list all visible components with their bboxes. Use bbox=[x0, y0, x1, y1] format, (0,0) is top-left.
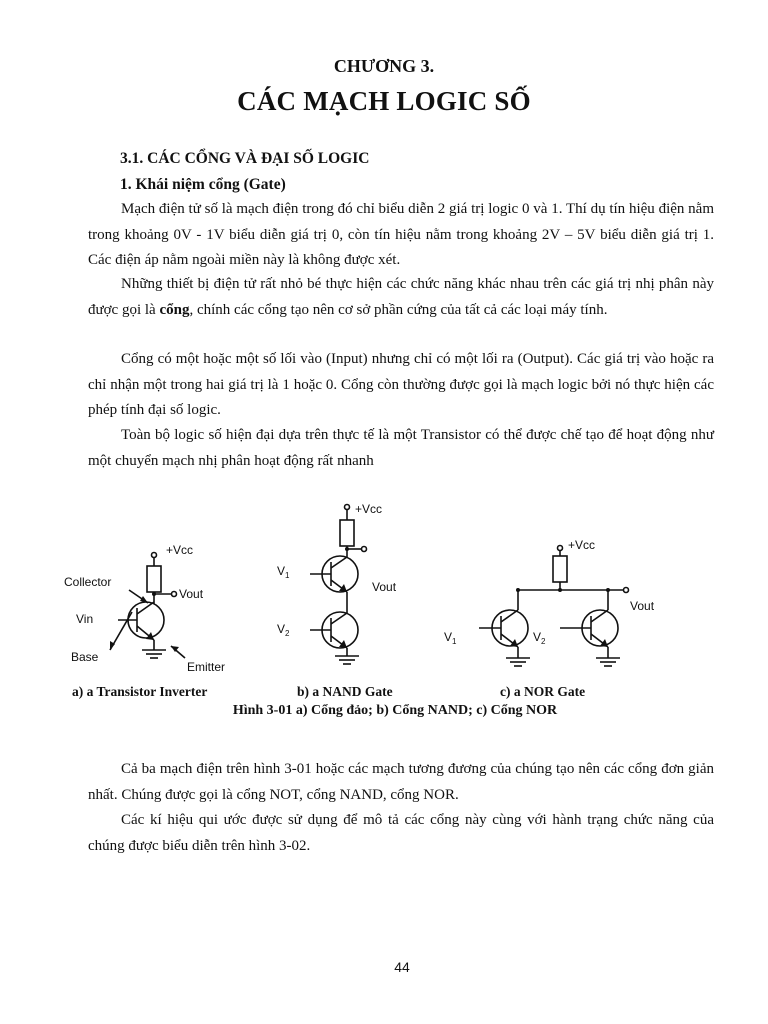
vin-label: Vin bbox=[76, 612, 94, 626]
v1-subscript-b: 1 bbox=[285, 571, 290, 580]
paragraph-6: Các kí hiệu qui ước được sử dụng để mô tả các cổng này cùng với hành trạng chức năng của chúng được biểu diễn trên hình 3-02. bbox=[88, 812, 714, 854]
vout-label-c: Vout bbox=[630, 599, 655, 613]
v2-label-b bbox=[277, 622, 290, 638]
v2-label-c bbox=[533, 630, 546, 646]
base-label: Base bbox=[71, 650, 99, 664]
transistor-circuits-figure bbox=[40, 490, 680, 690]
page-number: 44 bbox=[394, 959, 410, 975]
v1-label-b bbox=[277, 564, 290, 580]
v2-subscript-c: 2 bbox=[541, 637, 546, 646]
paragraph-1: Mạch điện tử số là mạch điện trong đó chỉ biểu diễn 2 giá trị logic 0 và 1. Thí dụ tín hiệu điện nằm trong khoảng 0V - 1V biểu diễn giá trị 0, còn tín hiệu nằm trong khoảng 2V – 5V biểu diễn giá trị 1. Các điện áp nằm ngoài miền này là không được xét. bbox=[88, 201, 714, 268]
v2-letter-c: V bbox=[533, 630, 542, 644]
v1-label-c bbox=[444, 630, 457, 646]
vout-label-a: Vout bbox=[179, 587, 204, 601]
vcc-label-a: +Vcc bbox=[166, 543, 194, 557]
nand-circuit bbox=[310, 505, 367, 665]
figure-caption: Hình 3-01 a) Cổng đảo; b) Cổng NAND; c) Cổng NOR bbox=[232, 703, 558, 718]
subsection-heading: 1. Khái niệm cổng (Gate) bbox=[120, 176, 286, 193]
chapter-label: CHƯƠNG 3. bbox=[333, 56, 435, 76]
v2-letter-b: V bbox=[277, 622, 286, 636]
vcc-label-c: +Vcc bbox=[568, 538, 596, 552]
caption-nor: c) a NOR Gate bbox=[500, 684, 586, 699]
v1-letter-c: V bbox=[444, 630, 453, 644]
paragraph-5: Cả ba mạch điện trên hình 3-01 hoặc các mạch tương đương của chúng tạo nên các cổng đơn giản nhất. Chúng được gọi là cổng NOT, cổng NAND, cổng NOR. bbox=[88, 761, 714, 803]
vcc-label-b: +Vcc bbox=[355, 502, 383, 516]
collector-label: Collector bbox=[64, 575, 112, 589]
chapter-title: CÁC MẠCH LOGIC SỐ bbox=[237, 86, 531, 116]
paragraph-2-text-b: , chính các cổng tạo nên cơ sở phần cứng của tất cả các loại máy tính. bbox=[189, 301, 608, 318]
v2-subscript-b: 2 bbox=[285, 629, 290, 638]
nor-circuit bbox=[479, 546, 629, 667]
vout-label-b: Vout bbox=[372, 580, 397, 594]
section-heading: 3.1. CÁC CỔNG VÀ ĐẠI SỐ LOGIC bbox=[120, 150, 370, 167]
v1-subscript-c: 1 bbox=[452, 637, 457, 646]
caption-nand: b) a NAND Gate bbox=[297, 684, 393, 699]
paragraph-2-bold-term: cổng bbox=[159, 301, 190, 318]
caption-inverter: a) a Transistor Inverter bbox=[72, 684, 208, 699]
paragraph-4: Toàn bộ logic số hiện đại dựa trên thực tế là một Transistor có thể được chế tạo để hoạt động như một chuyển mạch nhị phân hoạt động rất nhanh bbox=[88, 427, 714, 469]
paragraph-2-text-a: Những thiết bị điện tử rất nhỏ bé thực hiện các chức năng khác nhau trên các giá trị nhị phân này được gọi là bbox=[88, 276, 714, 318]
v1-letter-b: V bbox=[277, 564, 286, 578]
paragraph-3: Cổng có một hoặc một số lối vào (Input) nhưng chỉ có một lối ra (Output). Các giá trị vào hoặc ra chỉ nhận một trong hai giá trị là 1 hoặc 0. Cổng còn thường được gọi là mạch logic bởi nó thực hiện các phép tính đại số logic. bbox=[88, 351, 714, 418]
inverter-circuit bbox=[110, 553, 185, 659]
paragraph-2 bbox=[88, 272, 714, 323]
emitter-label: Emitter bbox=[187, 660, 226, 674]
